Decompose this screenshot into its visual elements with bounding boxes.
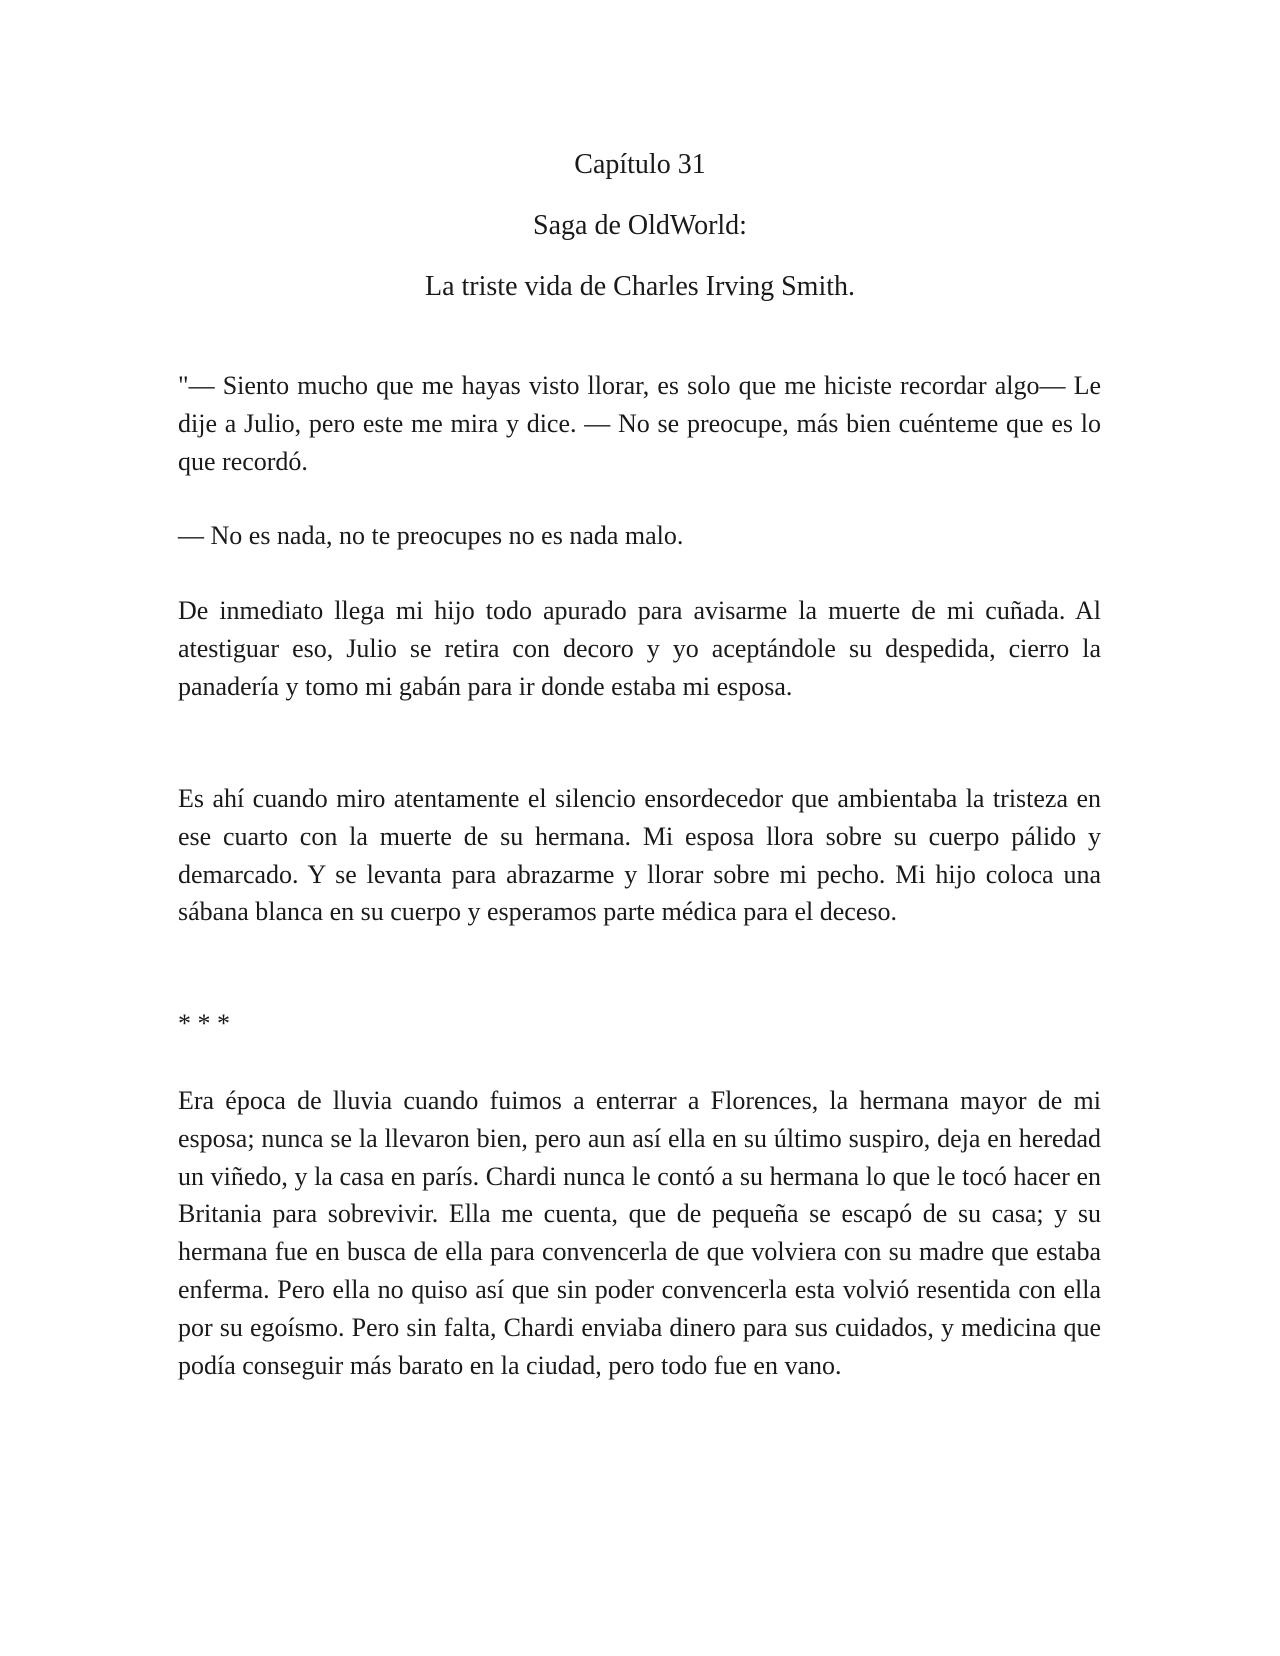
- saga-heading: Saga de OldWorld:: [533, 210, 747, 241]
- chapter-heading: Capítulo 31: [574, 149, 706, 180]
- paragraph: — No es nada, no te preocupes no es nada malo.: [178, 521, 684, 550]
- paragraph: De inmediato llega mi hijo todo apurado para avisarme la muerte de mi cuñada. Al atestiguar eso, Julio se retira con decoro y yo aceptándole su despedida, cierro la panadería y tomo mi gabán para ir donde estaba mi esposa.: [178, 596, 1101, 701]
- chapter-title: La triste vida de Charles Irving Smith.: [424, 271, 856, 302]
- paragraph: Es ahí cuando miro atentamente el silencio ensordecedor que ambientaba la tristeza en ese cuarto con la muerte de su hermana. Mi esposa llora sobre su cuerpo pálido y demarcado. Y se levanta para abrazarme y llorar sobre mi pecho. Mi hijo coloca una sábana blanca en su cuerpo y esperamos parte médica para el deceso.: [178, 784, 1101, 927]
- scene-break: * * *: [178, 1009, 230, 1038]
- paragraph: "— Siento mucho que me hayas visto llorar, es solo que me hiciste recordar algo— Le dije a Julio, pero este me mira y dice. — No se preocupe, más bien cuénteme que es lo que recordó.: [178, 371, 1101, 476]
- paragraph: Era época de lluvia cuando fuimos a enterrar a Florences, la hermana mayor de mi esposa; nunca se la llevaron bien, pero aun así ella en su último suspiro, deja en heredad un viñedo, y la casa en parís. Chardi nunca le contó a su hermana lo que le tocó hacer en Britania para sobrevivir. Ella me cuenta, que de pequeña se escapó de su casa; y su hermana fue en busca de ella para convencerla de que volviera con su madre que estaba enferma. Pero ella no quiso así que sin poder convencerla esta volvió resentida con ella por su egoísmo. Pero sin falta, Chardi enviaba dinero para sus cuidados, y medicina que podía conseguir más barato en la ciudad, pero todo fue en vano.: [178, 1086, 1101, 1380]
